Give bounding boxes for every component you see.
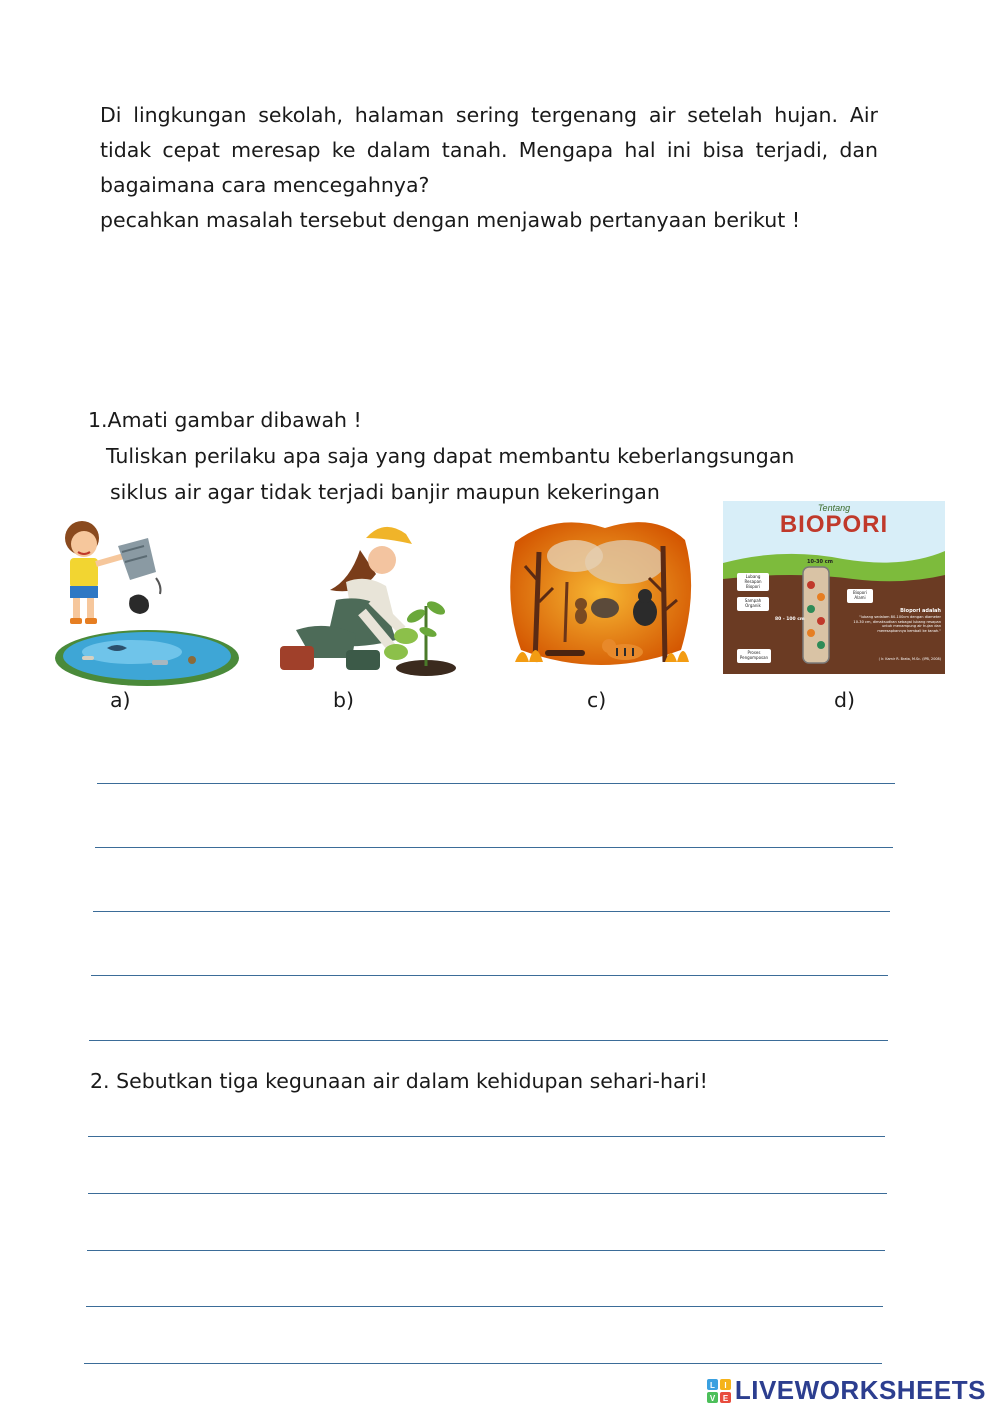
logo-letter: E bbox=[722, 1393, 729, 1403]
question-1-line-1: Tuliskan perilaku apa saja yang dapat membantu keberlangsungan bbox=[106, 444, 795, 468]
picture-label-a: a) bbox=[110, 688, 131, 712]
biopori-dim-top: 10-30 cm bbox=[807, 559, 833, 565]
intro-instruction: pecahkan masalah tersebut dengan menjawab pertanyaan berikut ! bbox=[100, 208, 801, 232]
biopori-desc: "lubang sedalam 80-100cm dengan diameter 10-30 cm, dimaksudkan sebagai lubang resapan untuk menampung air hujan dan meresapkannya kembali ke tanah." bbox=[853, 615, 941, 633]
answer-line[interactable] bbox=[88, 1136, 885, 1137]
biopori-label-alami: Biopori Alami bbox=[852, 590, 868, 600]
biopori-label-lubang: Lubang Resapan Biopori bbox=[744, 574, 762, 589]
question-2-title: 2. Sebutkan tiga kegunaan air dalam kehidupan sehari-hari! bbox=[90, 1069, 708, 1093]
intro-paragraph: Di lingkungan sekolah, halaman sering tergenang air setelah hujan. Air tidak cepat meresap ke dalam tanah. Mengapa hal ini bisa terjadi, dan bagaimana cara mencegahnya? bbox=[100, 103, 878, 197]
biopori-title: BIOPORI bbox=[779, 511, 889, 538]
logo-letter: V bbox=[709, 1393, 716, 1403]
intro-text bbox=[100, 98, 878, 238]
question-1 bbox=[88, 402, 888, 510]
picture-d-biopori bbox=[723, 501, 945, 674]
answer-line[interactable] bbox=[91, 975, 888, 976]
liveworksheets-brand: LIVEWORKSHEETS bbox=[734, 1375, 986, 1405]
answer-line[interactable] bbox=[84, 1363, 882, 1364]
biopori-small-title: Tentang bbox=[817, 503, 851, 513]
picture-b-planting bbox=[276, 520, 456, 680]
answer-line[interactable] bbox=[87, 1250, 885, 1251]
answer-line[interactable] bbox=[88, 1193, 887, 1194]
answer-line[interactable] bbox=[95, 847, 893, 848]
picture-c-forest-fire bbox=[505, 522, 693, 672]
question-1-title: 1.Amati gambar dibawah ! bbox=[88, 408, 362, 432]
logo-letter: L bbox=[709, 1380, 715, 1390]
biopori-label-proses: Proses Pengomposan bbox=[739, 650, 769, 660]
answer-line[interactable] bbox=[97, 783, 895, 784]
picture-a-littering bbox=[52, 508, 242, 690]
liveworksheets-logo bbox=[707, 1375, 986, 1406]
biopori-desc-head: Biopori adalah bbox=[900, 608, 941, 614]
answer-line[interactable] bbox=[93, 911, 890, 912]
picture-label-b: b) bbox=[333, 688, 355, 712]
biopori-label-sampah: Sampah Organik bbox=[744, 598, 762, 608]
picture-label-c: c) bbox=[587, 688, 607, 712]
answer-line[interactable] bbox=[89, 1040, 888, 1041]
liveworksheets-logo-icon bbox=[707, 1379, 731, 1403]
picture-label-d: d) bbox=[834, 688, 856, 712]
logo-letter: I bbox=[724, 1380, 727, 1390]
question-1-line-2: siklus air agar tidak terjadi banjir maupun kekeringan bbox=[110, 480, 660, 504]
biopori-dim-side: 80 - 100 cm bbox=[775, 617, 805, 622]
answer-line[interactable] bbox=[86, 1306, 883, 1307]
biopori-source: ( Ir. Kamir R. Brata, M.Sc. (IPB, 2008) bbox=[878, 657, 941, 661]
